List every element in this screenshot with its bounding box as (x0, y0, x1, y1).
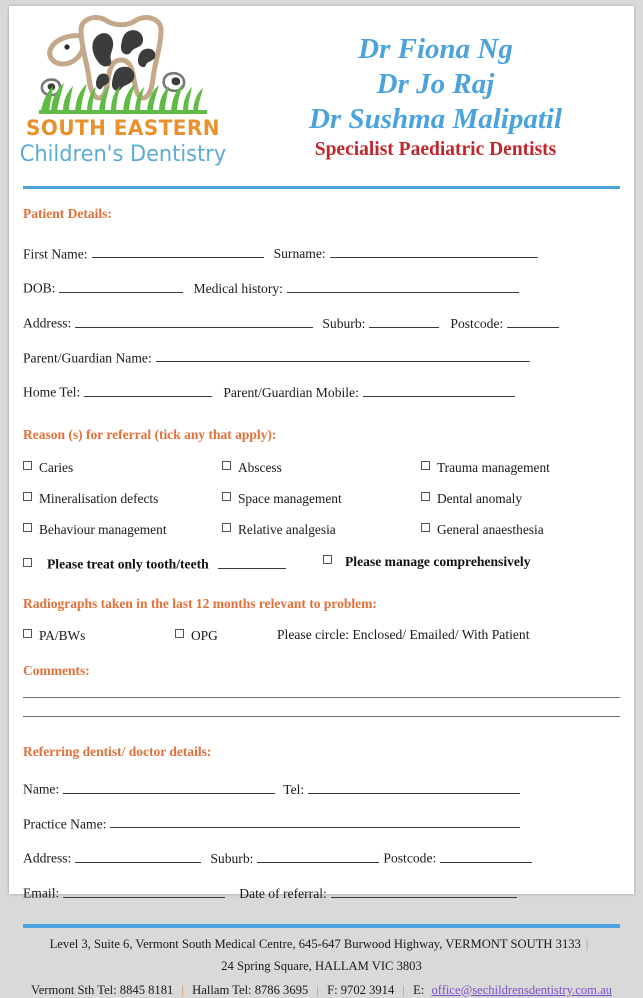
checkbox-caries[interactable] (23, 461, 32, 470)
referrer-tel-input[interactable] (308, 778, 520, 794)
vermont-tel: Vermont Sth Tel: 8845 8181 (31, 982, 174, 997)
reasons-heading: Reason (s) for referral (tick any that apply): (23, 427, 277, 443)
home-tel-label: Home Tel: (23, 385, 81, 401)
dob-input[interactable] (59, 277, 183, 293)
surname-input[interactable] (330, 243, 538, 259)
postcode-label: Postcode: (450, 315, 504, 331)
doctor-name-3: Dr Sushma Malipatil (308, 102, 563, 135)
cow-tooth-logo-icon (23, 12, 223, 120)
referrer-suburb-label: Suburb: (210, 850, 254, 866)
practice-name-label: Practice Name: (23, 816, 107, 832)
reason-label: Space management (237, 491, 342, 507)
referrer-tel-label: Tel: (283, 781, 305, 797)
checkbox-mineralisation-defects[interactable] (23, 492, 32, 501)
first-name-input[interactable] (92, 243, 264, 259)
reason-label: Behaviour management (39, 522, 167, 538)
medical-history-label: Medical history: (193, 280, 283, 296)
medical-history-input[interactable] (287, 277, 519, 293)
referrer-postcode-label: Postcode: (383, 850, 437, 866)
referrer-name-label: Name: (23, 781, 60, 797)
fax-number: F: 9702 3914 (327, 982, 395, 997)
referrer-address-input[interactable] (75, 847, 201, 863)
tooth-number-input[interactable] (218, 553, 286, 569)
reason-option[interactable] (222, 460, 421, 476)
checkbox-pa-bws[interactable] (23, 629, 32, 638)
reason-option[interactable] (421, 522, 620, 538)
radiograph-option-pabw[interactable] (23, 627, 175, 645)
footer-address-line-1: Level 3, Suite 6, Vermont South Medical Centre, 645-647 Burwood Highway, VERMONT SOUTH 3133 | (9, 937, 634, 952)
reason-label: Dental anomaly (436, 491, 523, 507)
footer-separator: | (316, 982, 319, 997)
manage-comprehensively-option[interactable] (323, 553, 531, 574)
footer-separator: | (585, 936, 589, 951)
practitioner-names (237, 6, 634, 161)
header-divider (23, 186, 620, 189)
radiograph-label: PA/BWs (39, 627, 86, 643)
reason-label: Caries (39, 460, 74, 476)
specialty-subtitle: Specialist Paediatric Dentists (314, 139, 557, 161)
radiographs-heading: Radiographs taken in the last 12 months relevant to problem: (23, 595, 377, 611)
suburb-label: Suburb: (322, 315, 366, 331)
footer-separator: | (181, 982, 185, 997)
referrer-postcode-input[interactable] (440, 847, 532, 863)
reason-option[interactable] (421, 491, 620, 507)
date-of-referral-input[interactable] (331, 882, 517, 898)
comments-heading: Comments: (23, 662, 90, 678)
reason-label: Relative analgesia (237, 522, 336, 538)
please-circle-instruction[interactable]: Please circle: Enclosed/ Emailed/ With Patient (277, 626, 530, 642)
email-link[interactable]: office@sechildrensdentistry.com.au (431, 982, 612, 997)
postcode-input[interactable] (507, 312, 559, 328)
comments-line-2[interactable] (23, 716, 620, 717)
referrer-email-label: Email: (23, 885, 60, 901)
reason-option[interactable] (23, 460, 222, 476)
checkbox-abscess[interactable] (222, 461, 231, 470)
checkbox-opg[interactable] (175, 629, 184, 638)
doctor-name-2: Dr Jo Raj (376, 67, 495, 100)
checkbox-manage-comprehensively[interactable] (323, 555, 332, 564)
treat-only-label: Please treat only tooth/teeth (47, 556, 209, 572)
checkbox-behaviour-management[interactable] (23, 523, 32, 532)
referrer-email-input[interactable] (63, 882, 225, 898)
referrer-suburb-input[interactable] (257, 847, 379, 863)
referrer-heading: Referring dentist/ doctor details: (23, 743, 212, 759)
logo-line-1: SOUTH EASTERN (26, 116, 220, 141)
checkbox-space-management[interactable] (222, 492, 231, 501)
checkbox-general-anaesthesia[interactable] (421, 523, 430, 532)
logo-line-2: Children's Dentistry (19, 141, 227, 167)
email-label: E: (413, 982, 425, 997)
reason-label: Abscess (237, 460, 282, 476)
address-label: Address: (23, 315, 72, 331)
first-name-label: First Name: (23, 246, 88, 262)
checkbox-relative-analgesia[interactable] (222, 523, 231, 532)
patient-details-heading: Patient Details: (23, 205, 112, 221)
home-tel-input[interactable] (84, 381, 212, 397)
practice-logo (9, 6, 237, 167)
dob-label: DOB: (23, 280, 56, 296)
date-of-referral-label: Date of referral: (239, 885, 327, 901)
address-input[interactable] (75, 312, 313, 328)
suburb-input[interactable] (369, 312, 439, 328)
reason-option[interactable] (222, 491, 421, 507)
parent-mobile-label: Parent/Guardian Mobile: (223, 385, 359, 401)
parent-guardian-name-input[interactable] (156, 347, 530, 363)
form-page (9, 6, 634, 997)
surname-label: Surname: (273, 246, 326, 262)
footer (9, 928, 634, 998)
doctor-name-1: Dr Fiona Ng (358, 33, 513, 65)
radiograph-option-opg[interactable] (175, 627, 277, 645)
parent-guardian-name-label: Parent/Guardian Name: (23, 350, 152, 366)
referrer-name-input[interactable] (63, 778, 275, 794)
reason-option[interactable] (222, 522, 421, 538)
practice-name-input[interactable] (110, 813, 520, 829)
reason-option[interactable] (23, 491, 222, 507)
reason-label: Mineralisation defects (39, 491, 159, 507)
radiograph-label: OPG (191, 627, 218, 643)
form-header (9, 6, 634, 178)
reason-label: General anaesthesia (436, 522, 544, 538)
hallam-tel: Hallam Tel: 8786 3695 (192, 982, 309, 997)
footer-contact-line (9, 983, 634, 998)
reason-label: Trauma management (436, 460, 550, 476)
reason-option[interactable] (23, 522, 222, 538)
comments-line-1[interactable] (23, 697, 620, 698)
treat-only-option[interactable] (23, 553, 323, 574)
reason-option[interactable] (421, 460, 620, 476)
checkbox-dental-anomaly[interactable] (421, 492, 430, 501)
manage-comprehensively-label: Please manage comprehensively (345, 554, 531, 570)
referrer-address-label: Address: (23, 850, 72, 866)
checkbox-treat-only-tooth[interactable] (23, 558, 32, 567)
footer-separator: | (402, 982, 405, 997)
parent-mobile-input[interactable] (363, 381, 515, 397)
footer-address-line-2: 24 Spring Square, HALLAM VIC 3803 (221, 958, 422, 973)
checkbox-trauma-management[interactable] (421, 461, 430, 470)
